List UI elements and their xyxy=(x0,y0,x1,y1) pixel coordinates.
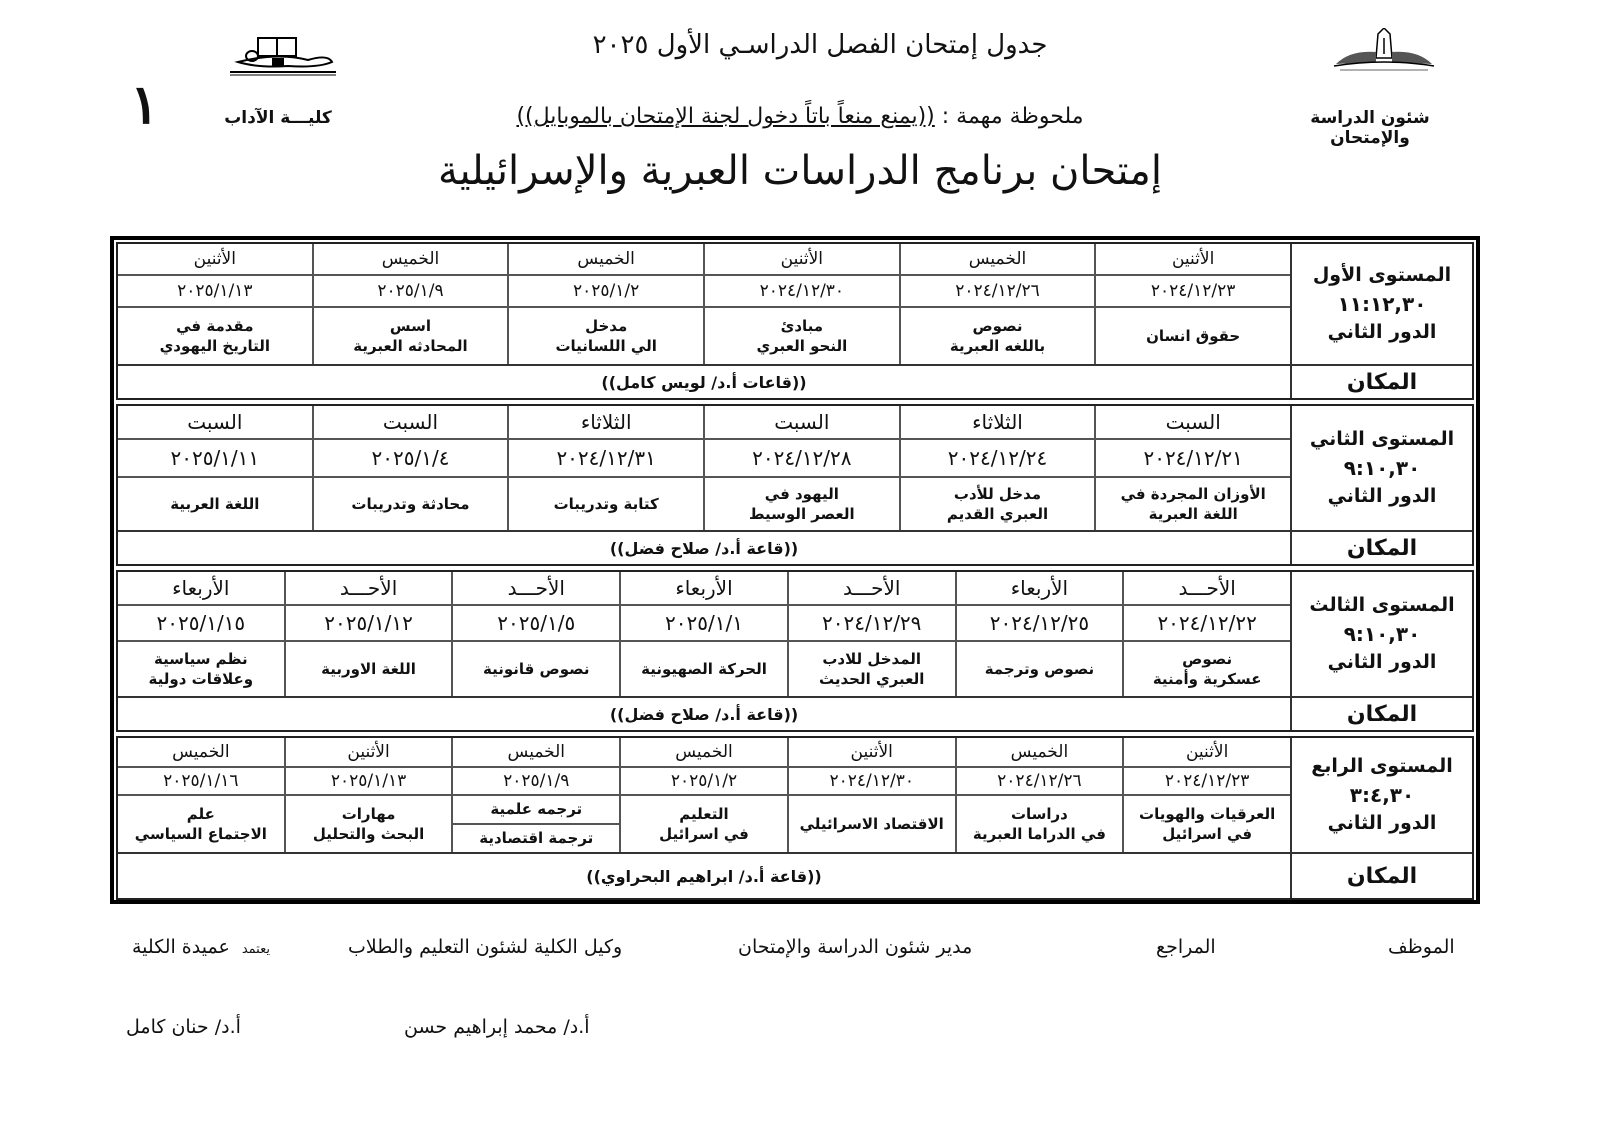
exam-day: الأحـــد xyxy=(286,572,452,606)
exam-subject-line: الي اللسانيات xyxy=(555,337,657,355)
faculty-logo-icon xyxy=(228,36,340,76)
exam-subject-line: المدخل للادب xyxy=(822,649,922,668)
level-floor: الدور الثاني xyxy=(1327,484,1437,507)
exam-date: ٢٠٢٤/١٢/٢٨ xyxy=(705,440,899,478)
exam-subject xyxy=(705,478,899,530)
exam-day: الأحـــد xyxy=(789,572,955,606)
level-floor: الدور الثاني xyxy=(1327,320,1437,343)
exam-column xyxy=(703,406,899,530)
level-floor: الدور الثاني xyxy=(1327,650,1437,673)
exam-subject xyxy=(1124,642,1290,696)
page-title: جدول إمتحان الفصل الدراسـي الأول ٢٠٢٥ xyxy=(592,30,1048,60)
exam-subject xyxy=(621,796,787,852)
exam-subject-line: التعليم xyxy=(679,804,729,823)
signature-director: مدير شئون الدراسة والإمتحان xyxy=(738,936,973,958)
exam-subject xyxy=(286,796,452,852)
exam-day: السبت xyxy=(705,406,899,440)
exam-day: الخميس xyxy=(509,244,703,276)
exam-subject-line: مهارات xyxy=(341,804,396,823)
exam-subject-line: النحو العبري xyxy=(756,337,848,355)
exam-column xyxy=(1122,572,1290,696)
exam-date: ٢٠٢٤/١٢/٢٣ xyxy=(1096,276,1290,308)
level-name: المستوى الرابع xyxy=(1311,754,1453,777)
exam-grid xyxy=(118,244,1290,364)
level-header xyxy=(1290,738,1472,898)
exam-day: السبت xyxy=(1096,406,1290,440)
level-header xyxy=(1290,406,1472,564)
exam-subject-line: المحادثه العبرية xyxy=(353,337,468,355)
exam-date: ٢٠٢٥/١/٤ xyxy=(314,440,508,478)
level-body xyxy=(118,738,1290,898)
exam-subject-line: العصر الوسيط xyxy=(748,505,855,523)
exam-column xyxy=(118,572,284,696)
exam-subject xyxy=(1096,478,1290,530)
exam-subject-line: البحث والتحليل xyxy=(312,825,425,843)
place-label: المكان xyxy=(1292,852,1472,898)
department-name: شئون الدراسة والإمتحان xyxy=(1310,108,1430,148)
exam-subject xyxy=(1124,796,1290,852)
exam-subject xyxy=(901,308,1095,364)
exam-subject xyxy=(118,308,312,364)
exam-subject-line: نظم سياسية xyxy=(153,649,248,668)
level-block xyxy=(116,570,1474,732)
exam-subject xyxy=(789,796,955,852)
exam-column xyxy=(899,244,1095,364)
exam-subject xyxy=(957,796,1123,852)
exam-date: ٢٠٢٤/١٢/٣٠ xyxy=(705,276,899,308)
exam-subject-line: نصوص وترجمة xyxy=(984,659,1095,678)
exam-column xyxy=(451,738,619,852)
exam-date: ٢٠٢٤/١٢/٢٢ xyxy=(1124,606,1290,642)
exam-subject-option: ترجمه علمية xyxy=(453,796,619,825)
level-body xyxy=(118,406,1290,564)
exam-day: الثلاثاء xyxy=(509,406,703,440)
exam-day: الخميس xyxy=(901,244,1095,276)
exam-subject-line: اليهود في xyxy=(764,484,839,503)
approve-label: يعتمد xyxy=(241,942,270,957)
note-text: ((يمنع منعاً باتاً دخول لجنة الإمتحان بالموبايل)) xyxy=(516,104,935,129)
exam-subject xyxy=(118,642,284,696)
exam-subject-line: العرقيات والهويات xyxy=(1139,804,1276,823)
exam-column xyxy=(703,244,899,364)
exam-date: ٢٠٢٥/١/١ xyxy=(621,606,787,642)
exam-subject xyxy=(118,796,284,852)
level-name: المستوى الثاني xyxy=(1309,427,1455,450)
exam-day: الخميس xyxy=(621,738,787,768)
level-block xyxy=(116,242,1474,400)
exam-day: الخميس xyxy=(957,738,1123,768)
exam-subject-line: الاجتماع السياسي xyxy=(134,825,267,843)
university-logo-icon xyxy=(1330,28,1438,72)
exam-place: ((قاعات أ.د/ لويس كامل)) xyxy=(118,364,1290,398)
exam-day: الأثنين xyxy=(118,244,312,276)
exam-subject-option: ترجمة اقتصادية xyxy=(479,829,594,848)
exam-column xyxy=(451,572,619,696)
exam-day: الأحـــد xyxy=(453,572,619,606)
level-time: ٩:١٠,٣٠ xyxy=(1343,621,1421,646)
exam-place: ((قاعة أ.د/ صلاح فضل)) xyxy=(118,696,1290,730)
program-title: إمتحان برنامج الدراسات العبرية والإسرائيلية xyxy=(438,148,1162,194)
exam-subject xyxy=(453,642,619,696)
exam-column xyxy=(1094,244,1290,364)
exam-day: الأحـــد xyxy=(1124,572,1290,606)
exam-date: ٢٠٢٤/١٢/٢٦ xyxy=(957,768,1123,796)
exam-place: ((قاعة أ.د/ صلاح فضل)) xyxy=(118,530,1290,564)
exam-subject-line: الاقتصاد الاسرائيلي xyxy=(799,814,944,833)
exam-column xyxy=(118,244,312,364)
exam-column xyxy=(619,738,787,852)
level-time: ١١:١٢,٣٠ xyxy=(1337,291,1427,316)
dean-title: عميدة الكلية xyxy=(132,936,230,958)
exam-day: الخميس xyxy=(118,738,284,768)
note-label: ملحوظة مهمة : xyxy=(941,104,1084,129)
faculty-name: كليـــة الآداب xyxy=(224,108,332,128)
exam-subject xyxy=(789,642,955,696)
exam-column xyxy=(1094,406,1290,530)
exam-day: الخميس xyxy=(453,738,619,768)
exam-date: ٢٠٢٥/١/٥ xyxy=(453,606,619,642)
exam-date: ٢٠٢٥/١/١٥ xyxy=(118,606,284,642)
exam-subject-line: محادثة وتدريبات xyxy=(351,494,470,513)
exam-subject-line: اللغة العربية xyxy=(170,494,260,513)
exam-date: ٢٠٢٤/١٢/٢٤ xyxy=(901,440,1095,478)
level-header xyxy=(1290,572,1472,730)
exam-date: ٢٠٢٥/١/١٣ xyxy=(286,768,452,796)
exam-day: الأربعاء xyxy=(118,572,284,606)
exam-date: ٢٠٢٥/١/١٢ xyxy=(286,606,452,642)
level-info xyxy=(1292,406,1472,530)
exam-column xyxy=(507,244,703,364)
exam-date: ٢٠٢٥/١/٩ xyxy=(314,276,508,308)
exam-subject-line: اسس xyxy=(389,316,432,335)
exam-subject-line: في اسرائيل xyxy=(659,825,749,843)
exam-subject xyxy=(509,308,703,364)
exam-subject-line: نصوص xyxy=(1182,649,1233,668)
exam-subject-line: باللغه العبرية xyxy=(949,337,1046,355)
exam-date: ٢٠٢٥/١/٢ xyxy=(509,276,703,308)
dean-name: أ.د/ حنان كامل xyxy=(126,1016,241,1038)
exam-date: ٢٠٢٥/١/١١ xyxy=(118,440,312,478)
page-number: ١ xyxy=(130,72,160,136)
place-label: المكان xyxy=(1292,364,1472,398)
exam-subject-line: اللغة العبرية xyxy=(1148,505,1238,523)
exam-subject-line: العبري القديم xyxy=(946,505,1049,523)
level-body xyxy=(118,244,1290,398)
exam-day: الأثنين xyxy=(789,738,955,768)
exam-subject-line: في اسرائيل xyxy=(1162,825,1253,843)
signature-dean xyxy=(132,936,270,958)
exam-date: ٢٠٢٤/١٢/٢١ xyxy=(1096,440,1290,478)
exam-subject xyxy=(118,478,312,530)
exam-column xyxy=(955,738,1123,852)
exam-day: الأثنين xyxy=(1096,244,1290,276)
exam-column xyxy=(899,406,1095,530)
exam-date: ٢٠٢٤/١٢/٢٩ xyxy=(789,606,955,642)
exam-subject xyxy=(453,796,619,852)
exam-subject-line: العبري الحديث xyxy=(818,670,925,688)
exam-subject-line: كتابة وتدريبات xyxy=(553,494,659,513)
exam-day: الأربعاء xyxy=(957,572,1123,606)
exam-subject-line: دراسات xyxy=(1010,804,1068,823)
exam-subject-line: الحركة الصهيونية xyxy=(641,659,767,678)
place-label: المكان xyxy=(1292,696,1472,730)
exam-column xyxy=(955,572,1123,696)
exam-column xyxy=(619,572,787,696)
level-floor: الدور الثاني xyxy=(1327,811,1437,834)
exam-subject xyxy=(957,642,1123,696)
exam-subject-line: مدخل xyxy=(585,316,628,335)
exam-subject-line: نصوص xyxy=(972,316,1023,335)
level-name: المستوى الأول xyxy=(1312,263,1452,286)
exam-subject xyxy=(286,642,452,696)
exam-subject-line: مدخل للأدب xyxy=(953,484,1042,503)
exam-day: الأربعاء xyxy=(621,572,787,606)
level-info xyxy=(1292,572,1472,696)
level-header xyxy=(1290,244,1472,398)
level-name: المستوى الثالث xyxy=(1309,593,1455,616)
level-block xyxy=(116,404,1474,566)
signature-employee: الموظف xyxy=(1388,936,1455,958)
exam-day: الأثنين xyxy=(1124,738,1290,768)
exam-subject-line: في الدراما العبرية xyxy=(972,825,1106,843)
exam-date: ٢٠٢٥/١/١٦ xyxy=(118,768,284,796)
exam-date: ٢٠٢٥/١/١٣ xyxy=(118,276,312,308)
exam-subject-line: التاريخ اليهودي xyxy=(159,337,271,355)
exam-column xyxy=(284,572,452,696)
exam-subject xyxy=(621,642,787,696)
signature-vice-dean: وكيل الكلية لشئون التعليم والطلاب xyxy=(348,936,623,958)
exam-column xyxy=(787,738,955,852)
level-time: ٣:٤,٣٠ xyxy=(1349,782,1415,807)
place-label: المكان xyxy=(1292,530,1472,564)
exam-day: السبت xyxy=(118,406,312,440)
exam-grid xyxy=(118,738,1290,852)
exam-subject xyxy=(314,308,508,364)
exam-date: ٢٠٢٤/١٢/٢٦ xyxy=(901,276,1095,308)
exam-subject-line: علم xyxy=(186,804,215,823)
exam-grid xyxy=(118,406,1290,530)
exam-subject-line: اللغة الاوربية xyxy=(321,659,416,678)
exam-subject-line: وعلاقات دولية xyxy=(148,670,254,688)
exam-column xyxy=(787,572,955,696)
exam-subject-line: عسكرية وأمنية xyxy=(1152,670,1262,688)
important-note xyxy=(420,104,1180,129)
exam-subject-line: مقدمة في xyxy=(176,316,254,335)
level-info xyxy=(1292,738,1472,852)
signature-reviewer: المراجع xyxy=(1156,936,1216,958)
exam-subject xyxy=(314,478,508,530)
exam-subject-line: مبادئ xyxy=(780,316,824,335)
level-block xyxy=(116,736,1474,900)
exam-column xyxy=(1122,738,1290,852)
exam-date: ٢٠٢٥/١/٩ xyxy=(453,768,619,796)
exam-day: الأثنين xyxy=(286,738,452,768)
exam-column xyxy=(312,244,508,364)
exam-date: ٢٠٢٤/١٢/٢٣ xyxy=(1124,768,1290,796)
exam-subject-line: الأوزان المجردة في xyxy=(1120,484,1266,503)
exam-date: ٢٠٢٤/١٢/٢٥ xyxy=(957,606,1123,642)
exam-grid xyxy=(118,572,1290,696)
exam-date: ٢٠٢٤/١٢/٣١ xyxy=(509,440,703,478)
level-info xyxy=(1292,244,1472,364)
vice-dean-name: أ.د/ محمد إبراهيم حسن xyxy=(404,1016,590,1038)
exam-subject xyxy=(1096,308,1290,364)
exam-subject-line: نصوص قانونية xyxy=(482,659,590,678)
exam-date: ٢٠٢٤/١٢/٣٠ xyxy=(789,768,955,796)
level-body xyxy=(118,572,1290,730)
level-time: ٩:١٠,٣٠ xyxy=(1343,455,1421,480)
exam-day: الثلاثاء xyxy=(901,406,1095,440)
exam-schedule-table xyxy=(110,236,1480,904)
exam-column xyxy=(284,738,452,852)
exam-subject xyxy=(901,478,1095,530)
exam-column xyxy=(118,406,312,530)
exam-subject xyxy=(509,478,703,530)
exam-column xyxy=(312,406,508,530)
exam-subject xyxy=(705,308,899,364)
exam-day: السبت xyxy=(314,406,508,440)
exam-column xyxy=(118,738,284,852)
exam-subject-line: حقوق انسان xyxy=(1146,326,1241,345)
exam-column xyxy=(507,406,703,530)
exam-day: الخميس xyxy=(314,244,508,276)
exam-place: ((قاعة أ.د/ ابراهيم البحراوي)) xyxy=(118,852,1290,898)
exam-day: الأثنين xyxy=(705,244,899,276)
exam-date: ٢٠٢٥/١/٢ xyxy=(621,768,787,796)
